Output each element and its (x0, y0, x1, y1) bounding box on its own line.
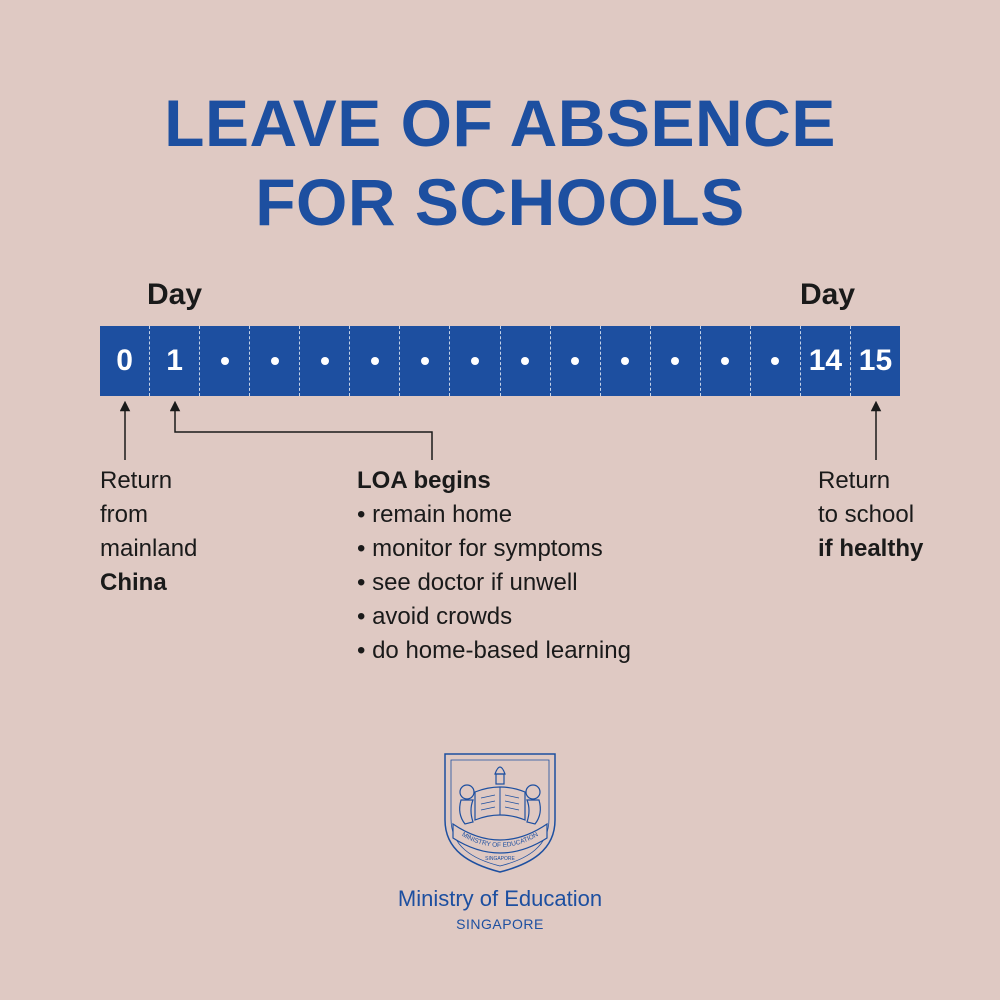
loa-list (357, 498, 631, 668)
note-return-to-school (818, 464, 923, 566)
title-line-2: FOR SCHOOLS (255, 165, 745, 239)
day-label-end: Day (800, 278, 856, 311)
timeline-cell-day-1: 1 (149, 326, 199, 396)
ministry-country: SINGAPORE (456, 916, 544, 932)
loa-item: • do home-based learning (357, 634, 631, 668)
note-return-from-china (100, 464, 197, 600)
note-back-line-2: to school (818, 501, 915, 528)
note-return-line-3: mainland (100, 535, 198, 562)
note-return-line-2: from (100, 501, 148, 528)
arrow-day-1 (175, 406, 432, 460)
timeline-cell-day-0: 0 (116, 344, 133, 377)
crest-ring-sub: SINGAPORE (485, 856, 515, 862)
timeline-cell-day-15: 15 (850, 326, 900, 396)
note-return-line-4: China (100, 569, 167, 596)
loa-item: • avoid crowds (357, 600, 631, 634)
note-back-line-3: if healthy (818, 535, 924, 562)
loa-item: • see doctor if unwell (357, 566, 631, 600)
note-return-line-1: Return (100, 467, 173, 494)
loa-heading: LOA begins (357, 467, 491, 494)
crest-ring-text: MINISTRY OF EDUCATION (460, 831, 540, 850)
ministry-name: Ministry of Education (397, 886, 603, 911)
title-line-1: LEAVE OF ABSENCE (164, 86, 836, 160)
loa-item: • monitor for symptoms (357, 532, 631, 566)
note-back-line-1: Return (818, 467, 891, 494)
note-loa-begins (357, 464, 631, 668)
day-label-start: Day (147, 278, 203, 311)
timeline-cell-day-14: 14 (800, 326, 850, 396)
loa-item: • remain home (357, 498, 631, 532)
moe-crest-logo (443, 752, 557, 874)
